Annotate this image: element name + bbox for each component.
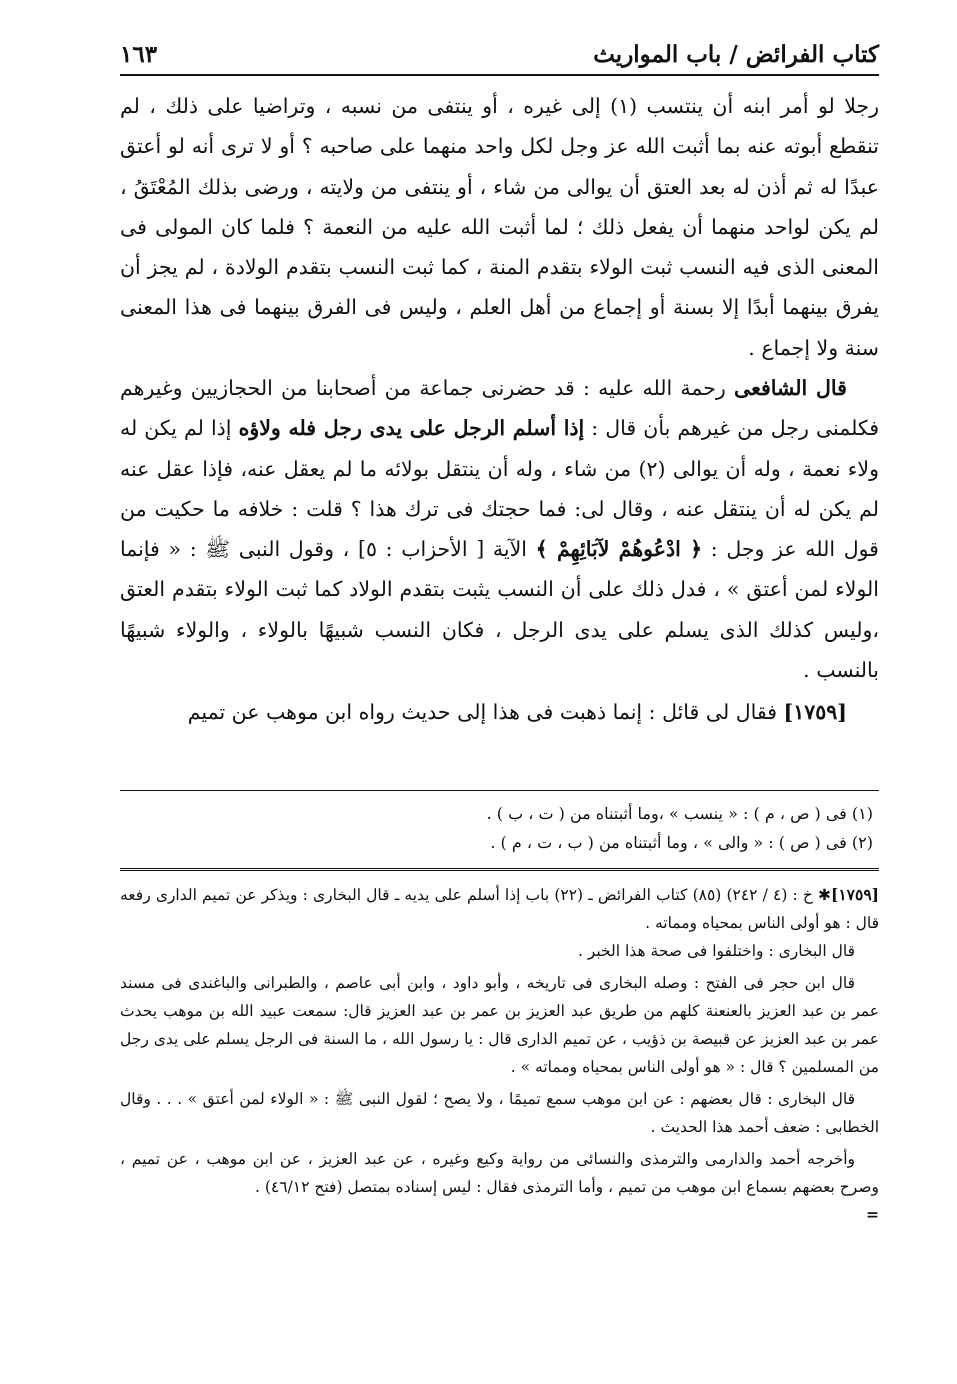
commentary-ref: [١٧٥٩]	[831, 885, 880, 904]
paragraph-text: إذا لم يكن له ولاء نعمة ، وله أن يوالى (٢) من شاء ، وله أن ينتقل بولائه ما لم يعقل عنه، فإذا عقل عنه لم يكن له أن ينتقل عنه ، وقال لى: فما حجتك فى ترك هذا ؟ قلت : خلافه ما حكيت من قول الله عز وجل :	[120, 416, 880, 562]
continuation-mark: =	[866, 1205, 879, 1224]
footnote: (٢) فى ( ص ) : « والى » ، وما أثبتناه من ( ب ، ت ، م ) .	[490, 833, 873, 852]
main-text	[120, 86, 879, 732]
paragraph: رجلا لو أمر ابنه أن ينتسب (١) إلى غيره ، أو ينتفى من نسبه ، وتراضيا على ذلك ، لم تنقطع أبوته عنه بما أثبت الله عز وجل لكل واحد منهما على صاحبه ؟ أو لا ترى أنه لو أعتق عبدًا له ثم أذن له بعد العتق أن يوالى من شاء ، أو ينتفى من ولايته ، ورضى بذلك المُعْتَقُ ، لم يكن لواحد منهما أن يفعل ذلك ؛ لما أثبت الله عليه من النعمة ؟ فلما كان المولى فى المعنى الذى فيه النسب ثبت الولاء بتقدم المنة ، كما ثبت النسب بتقدم الولادة ، لم يجز أن يفرق بينهما أبدًا إلا بسنة أو إجماع من أهل العلم ، وليس فى الفرق بينهما فى هذا المعنى سنة ولا إجماع .	[120, 94, 880, 360]
paragraph-text: الآية [ الأحزاب : ٥] ، وقول النبى ﷺ : « فإنما الولاء لمن أعتق » ، فدل ذلك على أن النسب يثبت بتقدم الولاد كما ثبت الولاء بتقدم العتق ،وليس كذلك الذى يسلم على يدى الرجل ، فكان النسب شبيهًا بالولاء ، والولاء شبيهًا بالنسب .	[120, 537, 879, 683]
paragraph-text: رحمة الله عليه : قد حضرنى جماعة من أصحابنا من الحجازيين وغيرهم فكلمنى رجل من غيرهم بأن قال :	[120, 376, 879, 441]
footnote: (١) فى ( ص ، م ) : « ينسب » ،وما أثبتناه من ( ت ، ب ) .	[486, 804, 873, 823]
commentary-paragraph	[120, 881, 879, 937]
paragraph-text: فقال لى قائل : إنما ذهبت فى هذا إلى حديث رواه ابن موهب عن تميم	[187, 700, 784, 724]
commentary-notes	[120, 868, 879, 1229]
commentary-paragraph: قال البخارى : قال بعضهم : عن ابن موهب سمع تميمًا ، ولا يصح ؛ لقول النبى ﷺ : « الولاء لمن أعتق » . . . وقال الخطابى : ضعف أحمد هذا الحديث .	[120, 1090, 879, 1136]
quran-verse: ﴿ ادْعُوهُمْ لآبَائِهِمْ ﴾	[535, 537, 703, 562]
paragraph	[120, 692, 879, 732]
paragraph	[120, 368, 879, 692]
running-header	[120, 34, 879, 76]
page-number: ١٦٣	[120, 40, 158, 68]
commentary-paragraph: قال البخارى : واختلفوا فى صحة هذا الخبر .	[577, 942, 855, 960]
hadith-number: [١٧٥٩]	[783, 700, 847, 724]
commentary-text: خ : (٤ / ٢٤٢) (٨٥) كتاب الفرائض ـ (٢٢) باب إذا أسلم على يديه ـ قال البخارى : ويذكر عن تميم الدارى رفعه قال : هو أولى الناس بمحياه ومماته .	[120, 886, 879, 932]
commentary-paragraph: قال ابن حجر فى الفتح : وصله البخارى فى تاريخه ، وأبو داود ، وابن أبى عاصم ، والطبرانى والباغندى فى مسند عمر بن عبد العزيز بالعنعنة كلهم من طريق عبد العزيز بن عمر بن عبد العزيز قال: سمعت عبيد الله بن موهب يحدث عمر بن عبد العزيز عن قبيصة بن ذؤيب ، عن تميم الدارى قال : يا رسول الله ، ما السنة فى الرجل يسلم على يدى رجل من المسلمين ؟ قال : « هو أولى الناس بمحياه ومماته » .	[120, 974, 879, 1076]
footnotes	[120, 790, 879, 857]
commentary-paragraph: وأخرجه أحمد والدارمى والترمذى والنسائى من رواية وكيع وغيره ، عن عبد العزيز ، عن ابن موهب ، عن تميم ، وصرح بعضهم بسماع ابن موهب من تميم ، وأما الترمذى فقال : ليس إسناده بمتصل (فتح ٤٦/١٢) .	[120, 1150, 879, 1196]
quoted-ruling: إذا أسلم الرجل على يدى رجل فله ولاؤه	[238, 416, 585, 441]
star-icon: ✱	[818, 886, 832, 904]
speaker-name: قال الشافعى	[733, 376, 847, 400]
chapter-title: كتاب الفرائض / باب المواريث	[593, 40, 879, 68]
